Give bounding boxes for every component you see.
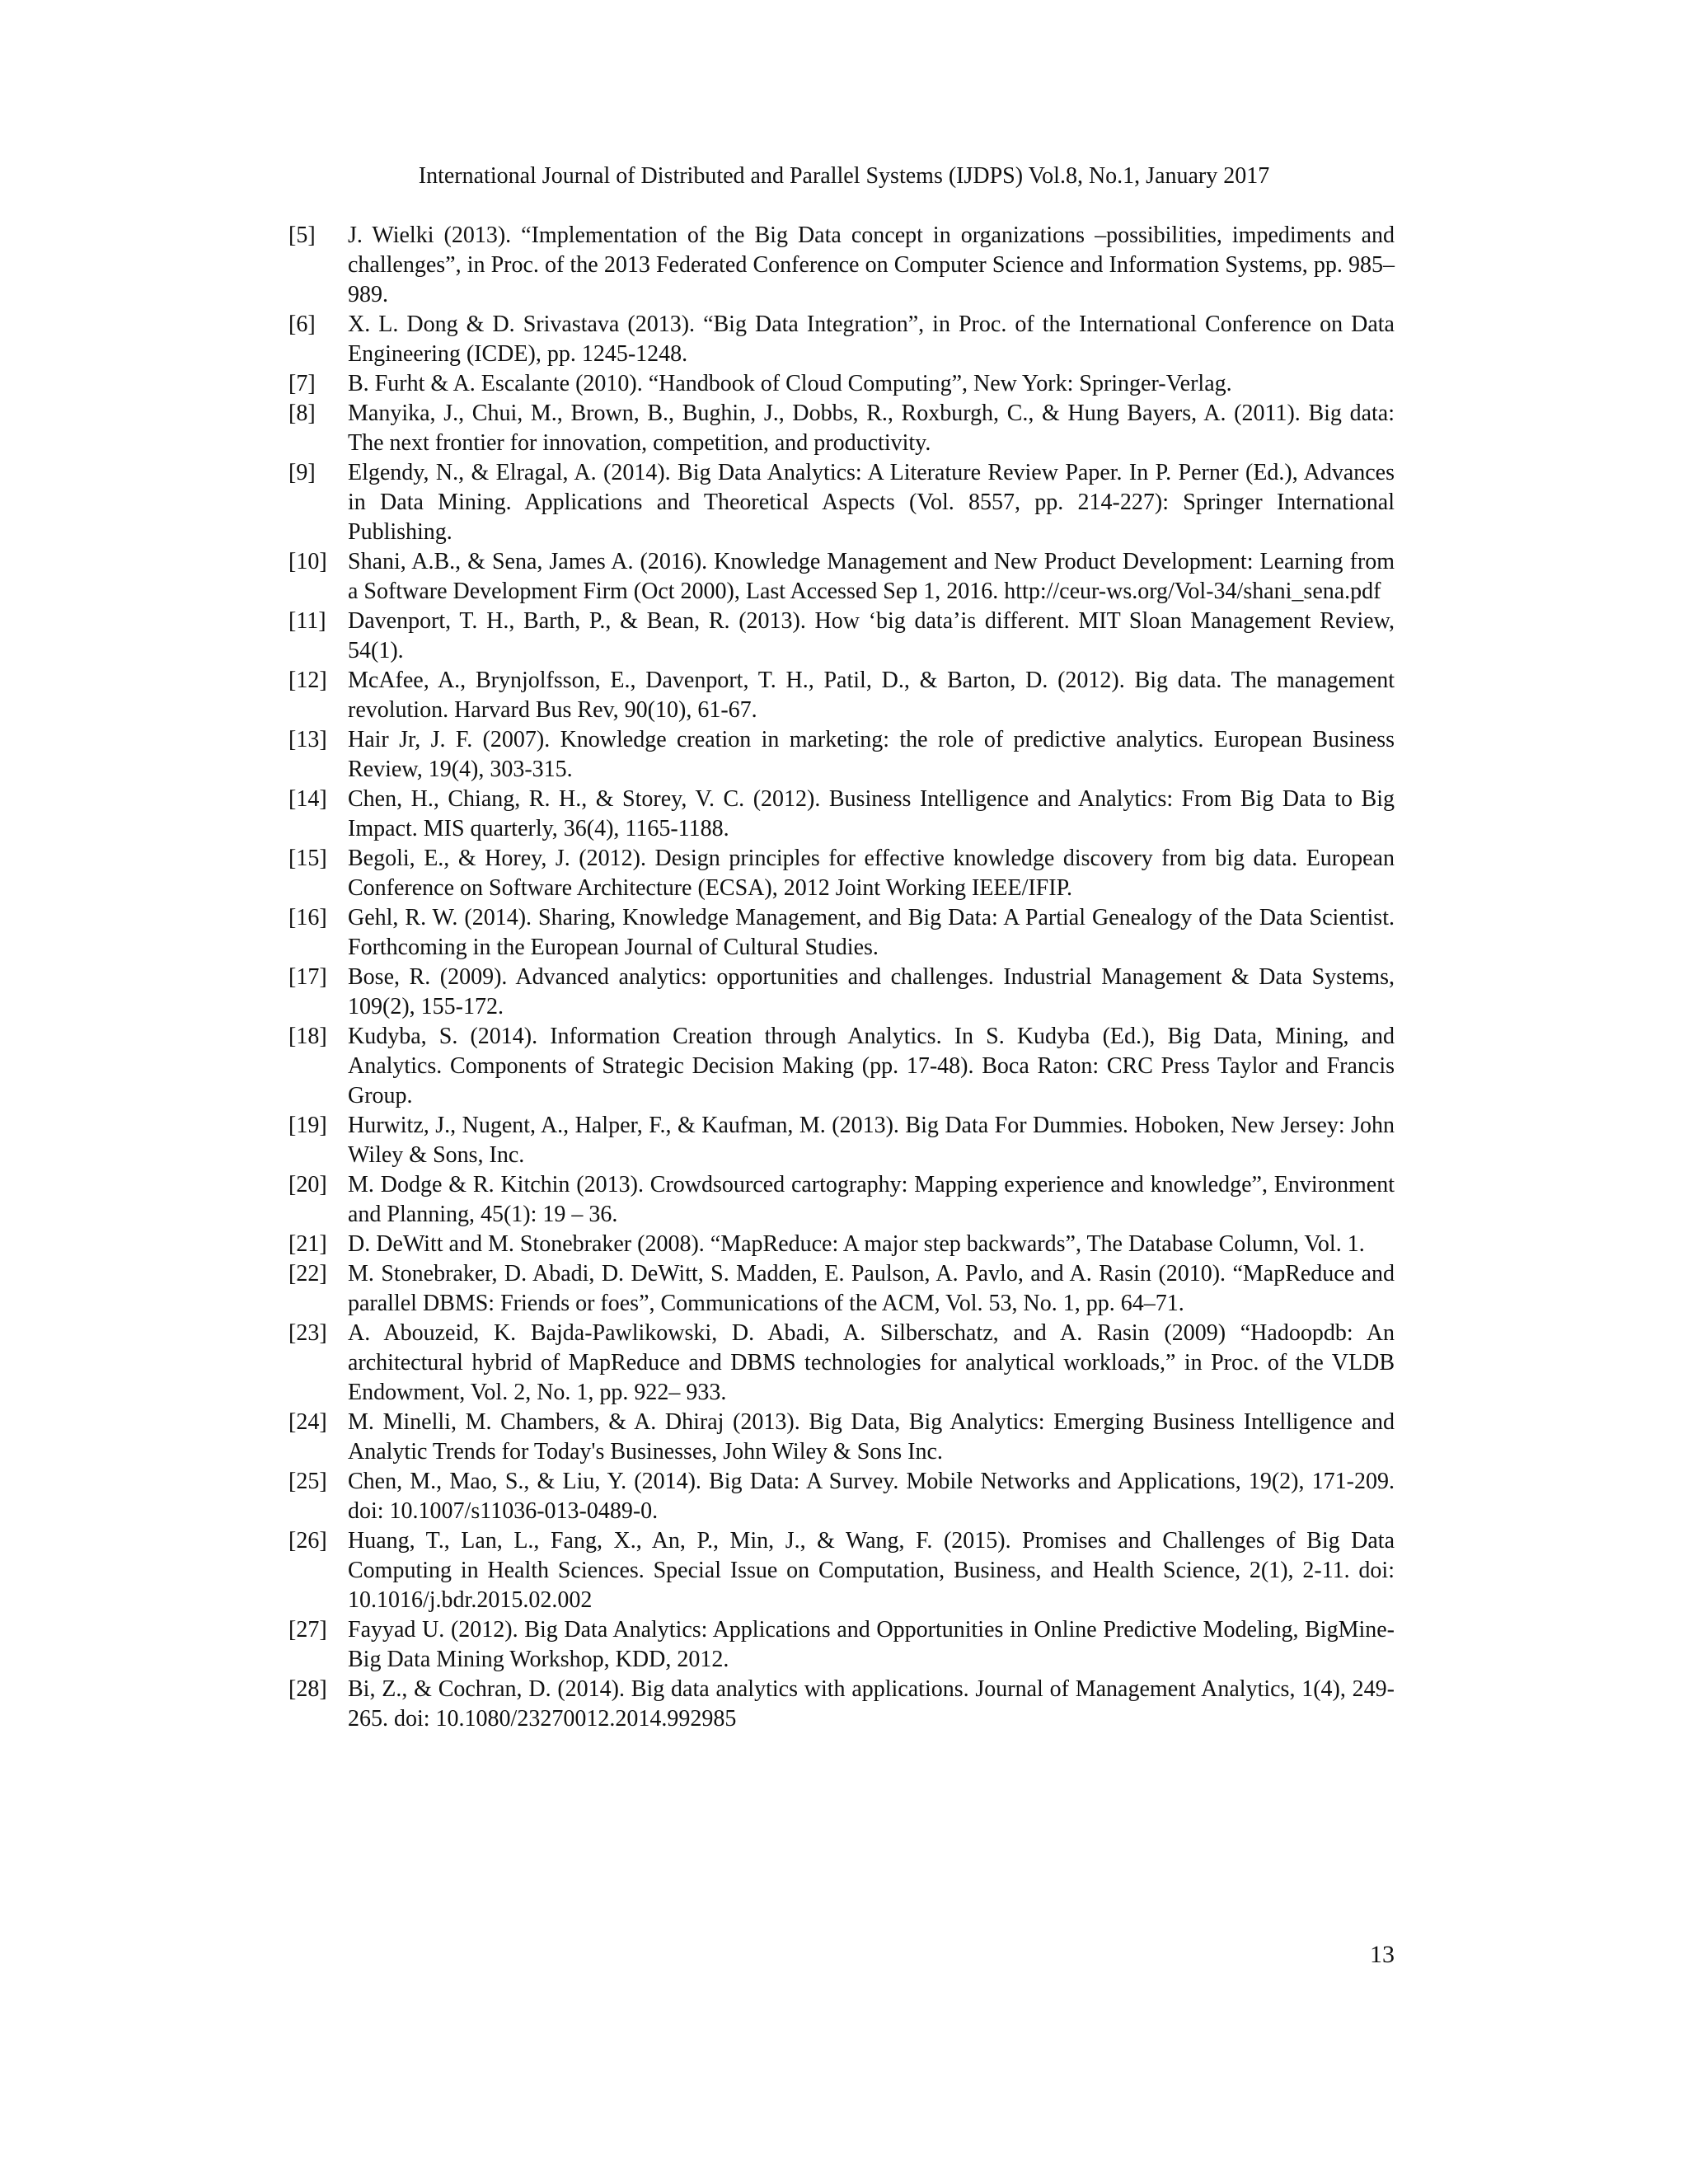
- reference-text: Chen, H., Chiang, R. H., & Storey, V. C. (2012). Business Intelligence and Analytics: From Big Data to Big Impact. MIS quarterly, 36(4), 1165-1188.: [348, 786, 1395, 841]
- reference-number: [21]: [288, 1231, 327, 1257]
- reference-entry: [288, 666, 1395, 725]
- reference-entry: [288, 1170, 1395, 1230]
- running-header: International Journal of Distributed and Parallel Systems (IJDPS) Vol.8, No.1, January 2017: [418, 163, 1270, 189]
- reference-text: M. Stonebraker, D. Abadi, D. DeWitt, S. Madden, E. Paulson, A. Pavlo, and A. Rasin (2010). “MapReduce and parallel DBMS: Friends or foes”, Communications of the ACM, Vol. 53, No. 1, pp. 64–71.: [348, 1261, 1395, 1316]
- reference-text: Elgendy, N., & Elragal, A. (2014). Big Data Analytics: A Literature Review Paper. In P. Perner (Ed.), Advances in Data Mining. Applications and Theoretical Aspects (Vol. 8557, pp. 214-227): Springer International Publishing.: [348, 460, 1395, 545]
- reference-number: [24]: [288, 1409, 327, 1435]
- reference-entry: [288, 844, 1395, 903]
- reference-entry: [288, 1526, 1395, 1615]
- reference-number: [16]: [288, 905, 327, 930]
- reference-text: Bi, Z., & Cochran, D. (2014). Big data analytics with applications. Journal of Management Analytics, 1(4), 249-265. doi: 10.1080/23270012.2014.992985: [348, 1676, 1395, 1732]
- reference-number: [13]: [288, 727, 327, 752]
- reference-number: [11]: [288, 608, 326, 634]
- reference-text: Gehl, R. W. (2014). Sharing, Knowledge Management, and Big Data: A Partial Genealogy of the Data Scientist. Forthcoming in the European Journal of Cultural Studies.: [348, 905, 1395, 960]
- reference-text: Hurwitz, J., Nugent, A., Halper, F., & Kaufman, M. (2013). Big Data For Dummies. Hoboken, New Jersey: John Wiley & Sons, Inc.: [348, 1113, 1395, 1168]
- reference-entry: [288, 725, 1395, 785]
- reference-number: [22]: [288, 1261, 327, 1286]
- reference-number: [15]: [288, 846, 327, 871]
- reference-number: [12]: [288, 668, 327, 693]
- reference-text: Huang, T., Lan, L., Fang, X., An, P., Min, J., & Wang, F. (2015). Promises and Challenges of Big Data Computing in Health Sciences. Special Issue on Computation, Business, and Health Science, 2(1), 2-11. doi: 10.1016/j.bdr.2015.02.002: [348, 1528, 1395, 1613]
- reference-number: [8]: [288, 401, 316, 426]
- reference-text: Begoli, E., & Horey, J. (2012). Design principles for effective knowledge discovery from big data. European Conference on Software Architecture (ECSA), 2012 Joint Working IEEE/IFIP.: [348, 846, 1395, 901]
- reference-entry: [288, 607, 1395, 666]
- reference-number: [18]: [288, 1024, 327, 1049]
- reference-text: Bose, R. (2009). Advanced analytics: opportunities and challenges. Industrial Management & Data Systems, 109(2), 155-172.: [348, 964, 1395, 1019]
- reference-entry: [288, 1675, 1395, 1734]
- reference-number: [9]: [288, 460, 316, 485]
- reference-text: Hair Jr, J. F. (2007). Knowledge creation in marketing: the role of predictive analytics. European Business Review, 19(4), 303-315.: [348, 727, 1395, 782]
- reference-text: M. Dodge & R. Kitchin (2013). Crowdsourced cartography: Mapping experience and knowledge”, Environment and Planning, 45(1): 19 – 36.: [348, 1172, 1395, 1227]
- reference-entry: [288, 1408, 1395, 1467]
- reference-number: [27]: [288, 1617, 327, 1643]
- reference-text: Shani, A.B., & Sena, James A. (2016). Knowledge Management and New Product Development: Learning from a Software Development Firm (Oct 2000), Last Accessed Sep 1, 2016. http://ceur-ws.org/Vol-34/shani_sena.pdf: [348, 549, 1395, 604]
- reference-entry: [288, 1111, 1395, 1170]
- reference-entry: [288, 963, 1395, 1022]
- reference-text: Chen, M., Mao, S., & Liu, Y. (2014). Big Data: A Survey. Mobile Networks and Applications, 19(2), 171-209. doi: 10.1007/s11036-013-0489-0.: [348, 1469, 1395, 1524]
- reference-number: [17]: [288, 964, 327, 990]
- reference-entry: [288, 1022, 1395, 1111]
- reference-entry: [288, 785, 1395, 844]
- reference-text: B. Furht & A. Escalante (2010). “Handbook of Cloud Computing”, New York: Springer-Verlag.: [348, 371, 1232, 396]
- reference-entry: [288, 458, 1395, 547]
- reference-number: [26]: [288, 1528, 327, 1554]
- reference-entry: [288, 1467, 1395, 1526]
- reference-number: [28]: [288, 1676, 327, 1702]
- reference-entry: [288, 310, 1395, 369]
- reference-number: [25]: [288, 1469, 327, 1494]
- reference-entry: [288, 1615, 1395, 1675]
- reference-number: [14]: [288, 786, 327, 812]
- reference-number: [19]: [288, 1113, 327, 1138]
- reference-text: Davenport, T. H., Barth, P., & Bean, R. (2013). How ‘big data’is different. MIT Sloan Management Review, 54(1).: [348, 608, 1395, 663]
- reference-number: [20]: [288, 1172, 327, 1197]
- reference-entry: [288, 369, 1395, 399]
- reference-text: Manyika, J., Chui, M., Brown, B., Bughin, J., Dobbs, R., Roxburgh, C., & Hung Bayers, A. (2011). Big data: The next frontier for innovation, competition, and productivity.: [348, 401, 1395, 456]
- reference-text: X. L. Dong & D. Srivastava (2013). “Big Data Integration”, in Proc. of the International Conference on Data Engineering (ICDE), pp. 1245-1248.: [348, 312, 1395, 367]
- reference-number: [5]: [288, 223, 316, 248]
- reference-entry: [288, 1259, 1395, 1319]
- reference-number: [7]: [288, 371, 316, 396]
- reference-text: A. Abouzeid, K. Bajda-Pawlikowski, D. Abadi, A. Silberschatz, and A. Rasin (2009) “Hadoopdb: An architectural hybrid of MapReduce and DBMS technologies for analytical workloads,” in Proc. of the VLDB Endowment, Vol. 2, No. 1, pp. 922– 933.: [348, 1320, 1395, 1405]
- reference-number: [23]: [288, 1320, 327, 1346]
- reference-number: [10]: [288, 549, 327, 574]
- reference-entry: [288, 399, 1395, 458]
- reference-number: [6]: [288, 312, 316, 337]
- reference-text: Kudyba, S. (2014). Information Creation through Analytics. In S. Kudyba (Ed.), Big Data, Mining, and Analytics. Components of Strategic Decision Making (pp. 17-48). Boca Raton: CRC Press Taylor and Francis Group.: [348, 1024, 1395, 1108]
- reference-text: M. Minelli, M. Chambers, & A. Dhiraj (2013). Big Data, Big Analytics: Emerging Business Intelligence and Analytic Trends for Today's Businesses, John Wiley & Sons Inc.: [348, 1409, 1395, 1465]
- reference-entry: [288, 547, 1395, 607]
- page-number: 13: [1370, 1941, 1395, 1968]
- reference-list: [288, 221, 1395, 1734]
- reference-entry: [288, 221, 1395, 310]
- reference-text: J. Wielki (2013). “Implementation of the Big Data concept in organizations –possibilities, impediments and challenges”, in Proc. of the 2013 Federated Conference on Computer Science and Information Systems, pp. 985–989.: [348, 223, 1395, 307]
- reference-entry: [288, 903, 1395, 963]
- reference-entry: [288, 1319, 1395, 1408]
- reference-text: McAfee, A., Brynjolfsson, E., Davenport, T. H., Patil, D., & Barton, D. (2012). Big data. The management revolution. Harvard Bus Rev, 90(10), 61-67.: [348, 668, 1395, 723]
- reference-entry: [288, 1230, 1395, 1259]
- reference-text: Fayyad U. (2012). Big Data Analytics: Applications and Opportunities in Online Predictive Modeling, BigMine- Big Data Mining Workshop, KDD, 2012.: [348, 1617, 1395, 1672]
- reference-text: D. DeWitt and M. Stonebraker (2008). “MapReduce: A major step backwards”, The Database Column, Vol. 1.: [348, 1231, 1365, 1257]
